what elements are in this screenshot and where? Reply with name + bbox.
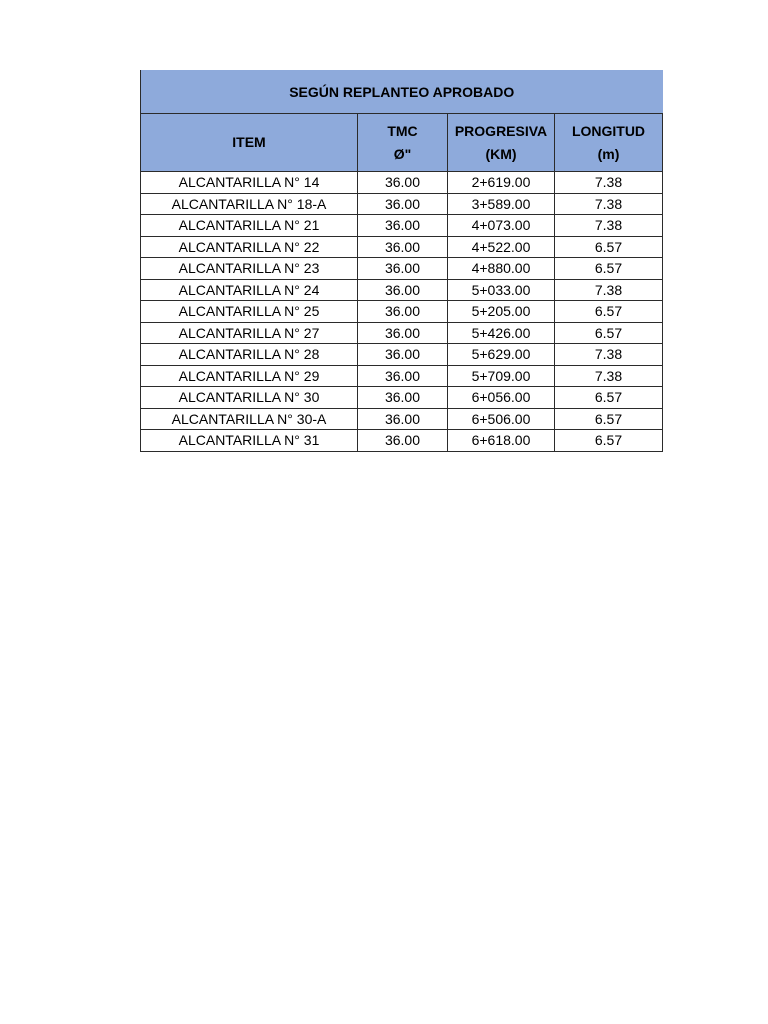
table-row <box>141 344 663 366</box>
header-tmc-line2: Ø" <box>393 145 412 162</box>
header-item: ITEM <box>141 114 358 172</box>
cell-tmc: 36.00 <box>358 365 448 387</box>
table-row <box>141 215 663 237</box>
cell-progresiva: 5+033.00 <box>448 279 555 301</box>
cell-tmc: 36.00 <box>358 236 448 258</box>
cell-progresiva: 5+426.00 <box>448 322 555 344</box>
cell-tmc: 36.00 <box>358 322 448 344</box>
cell-longitud: 7.38 <box>555 215 663 237</box>
cell-tmc: 36.00 <box>358 193 448 215</box>
cell-item: ALCANTARILLA N° 31 <box>141 430 358 452</box>
table-row <box>141 430 663 452</box>
cell-tmc: 36.00 <box>358 279 448 301</box>
cell-item: ALCANTARILLA N° 30-A <box>141 408 358 430</box>
header-row <box>141 114 663 172</box>
cell-longitud: 7.38 <box>555 172 663 194</box>
cell-item: ALCANTARILLA N° 30 <box>141 387 358 409</box>
table-title: SEGÚN REPLANTEO APROBADO <box>141 70 663 114</box>
table-row <box>141 236 663 258</box>
cell-tmc: 36.00 <box>358 408 448 430</box>
cell-progresiva: 5+205.00 <box>448 301 555 323</box>
header-progresiva-line1: PROGRESIVA <box>454 122 548 139</box>
cell-item: ALCANTARILLA N° 22 <box>141 236 358 258</box>
cell-tmc: 36.00 <box>358 430 448 452</box>
cell-item: ALCANTARILLA N° 23 <box>141 258 358 280</box>
table-row <box>141 387 663 409</box>
header-progresiva <box>448 114 555 172</box>
cell-progresiva: 5+629.00 <box>448 344 555 366</box>
table-row <box>141 279 663 301</box>
cell-item: ALCANTARILLA N° 14 <box>141 172 358 194</box>
cell-longitud: 7.38 <box>555 279 663 301</box>
table-row <box>141 301 663 323</box>
cell-tmc: 36.00 <box>358 344 448 366</box>
cell-item: ALCANTARILLA N° 25 <box>141 301 358 323</box>
cell-tmc: 36.00 <box>358 172 448 194</box>
culvert-table <box>140 70 663 452</box>
cell-item: ALCANTARILLA N° 21 <box>141 215 358 237</box>
cell-tmc: 36.00 <box>358 387 448 409</box>
cell-progresiva: 2+619.00 <box>448 172 555 194</box>
cell-longitud: 7.38 <box>555 344 663 366</box>
cell-tmc: 36.00 <box>358 258 448 280</box>
table-row <box>141 172 663 194</box>
cell-item: ALCANTARILLA N° 18-A <box>141 193 358 215</box>
cell-longitud: 6.57 <box>555 301 663 323</box>
cell-progresiva: 6+056.00 <box>448 387 555 409</box>
header-progresiva-line2: (KM) <box>485 145 517 162</box>
table-row <box>141 258 663 280</box>
cell-item: ALCANTARILLA N° 28 <box>141 344 358 366</box>
table-body <box>141 172 663 452</box>
cell-longitud: 6.57 <box>555 258 663 280</box>
cell-item: ALCANTARILLA N° 27 <box>141 322 358 344</box>
cell-progresiva: 4+880.00 <box>448 258 555 280</box>
cell-progresiva: 3+589.00 <box>448 193 555 215</box>
cell-longitud: 6.57 <box>555 408 663 430</box>
table-row <box>141 408 663 430</box>
cell-longitud: 6.57 <box>555 387 663 409</box>
cell-progresiva: 6+618.00 <box>448 430 555 452</box>
cell-tmc: 36.00 <box>358 215 448 237</box>
cell-progresiva: 4+073.00 <box>448 215 555 237</box>
table-row <box>141 365 663 387</box>
header-tmc <box>358 114 448 172</box>
header-longitud-line1: LONGITUD <box>571 122 646 139</box>
cell-longitud: 6.57 <box>555 322 663 344</box>
cell-longitud: 7.38 <box>555 193 663 215</box>
header-longitud-line2: (m) <box>597 145 620 162</box>
header-longitud <box>555 114 663 172</box>
table-row <box>141 322 663 344</box>
cell-progresiva: 5+709.00 <box>448 365 555 387</box>
header-tmc-line1: TMC <box>387 122 418 139</box>
cell-tmc: 36.00 <box>358 301 448 323</box>
cell-progresiva: 4+522.00 <box>448 236 555 258</box>
cell-item: ALCANTARILLA N° 24 <box>141 279 358 301</box>
cell-progresiva: 6+506.00 <box>448 408 555 430</box>
culvert-table-sheet <box>140 70 662 452</box>
cell-longitud: 6.57 <box>555 430 663 452</box>
table-row <box>141 193 663 215</box>
cell-item: ALCANTARILLA N° 29 <box>141 365 358 387</box>
cell-longitud: 6.57 <box>555 236 663 258</box>
cell-longitud: 7.38 <box>555 365 663 387</box>
title-row <box>141 70 663 114</box>
